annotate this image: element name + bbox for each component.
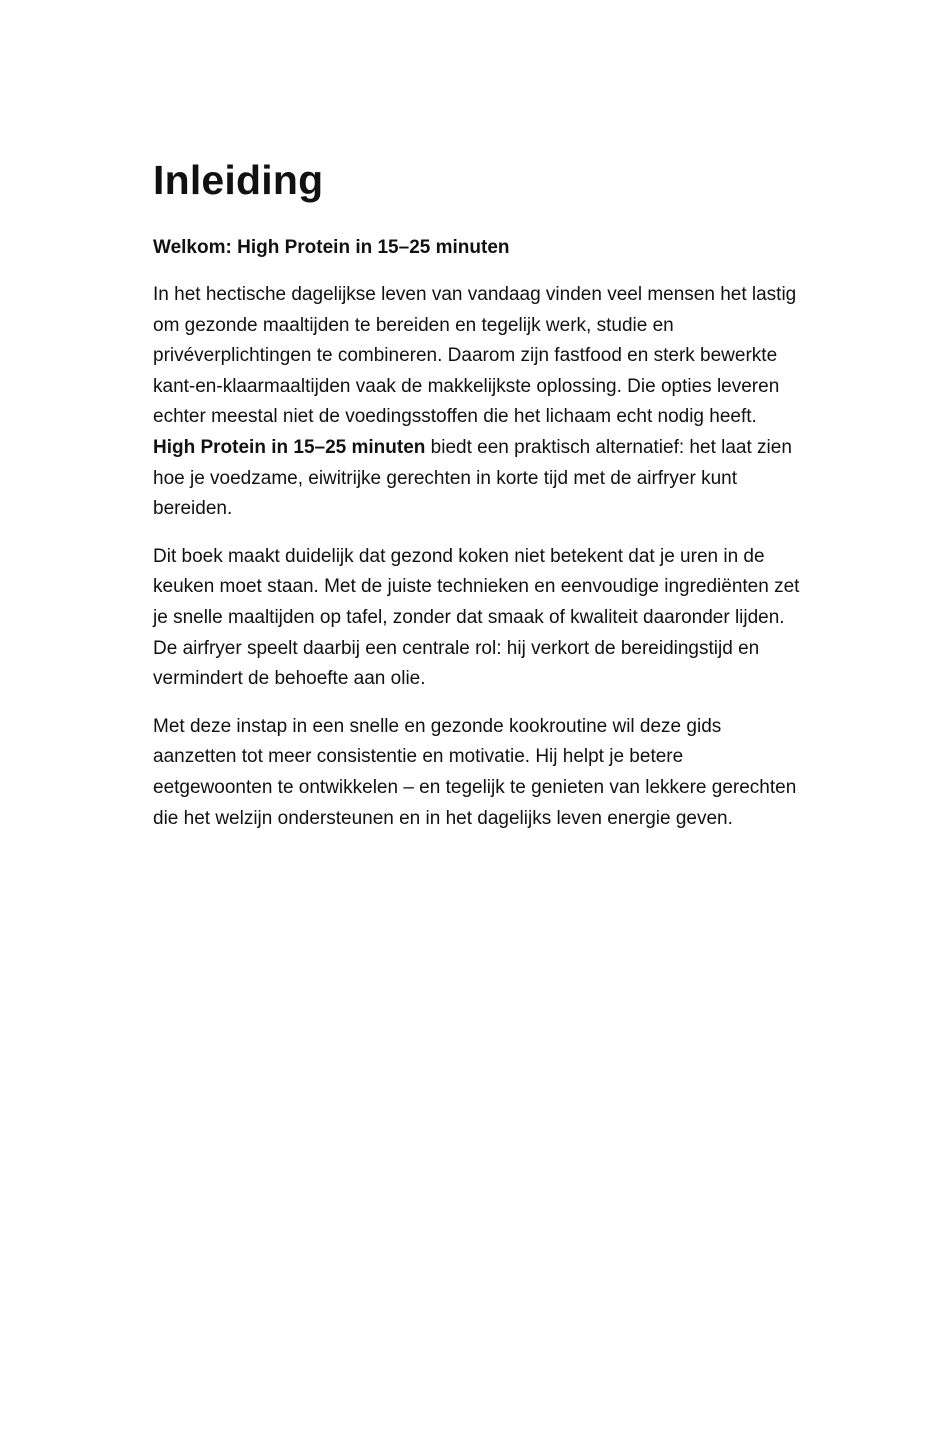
section-subtitle: Welkom: High Protein in 15–25 minuten [153,237,510,258]
page-title: Inleiding [153,157,324,203]
paragraph-1 [153,280,803,525]
document-page [153,150,803,834]
paragraph-3: Met deze instap in een snelle en gezonde kookroutine wil deze gids aanzetten tot meer consistentie en motivatie. Hij helpt je betere eetgewoonten te ontwikkelen – en tegelijk te genieten van lekkere gerechten die het welzijn ondersteunen en in het dagelijks leven energie geven. [153,715,797,829]
paragraph-1-text-start: In het hectische dagelijkse leven van vandaag vinden veel mensen het lastig om gezonde maaltijden te bereiden en tegelijk werk, studie en privéverplichtingen te combineren. Daarom zijn fastfood en sterk bewerkte kant-en-klaarmaaltijden vaak de makkelijkste oplossing. Die opties leveren echter meestal niet de voedingsstoffen die het lichaam echt nodig heeft. [153,284,797,428]
paragraph-1-bold-title: High Protein in 15–25 minuten [153,436,426,458]
paragraph-1-text-end: biedt een praktisch alternatief: het laat zien hoe je voedzame, eiwitrijke gerechten in korte tijd met de airfryer kunt bereiden. [153,436,792,520]
paragraph-2: Dit boek maakt duidelijk dat gezond koken niet betekent dat je uren in de keuken moet staan. Met de juiste technieken en eenvoudige ingrediënten zet je snelle maaltijden op tafel, zonder dat smaak of kwaliteit daaronder lijden. De airfryer speelt daarbij een centrale rol: hij verkort de bereidingstijd en vermindert de behoefte aan olie. [153,545,800,690]
